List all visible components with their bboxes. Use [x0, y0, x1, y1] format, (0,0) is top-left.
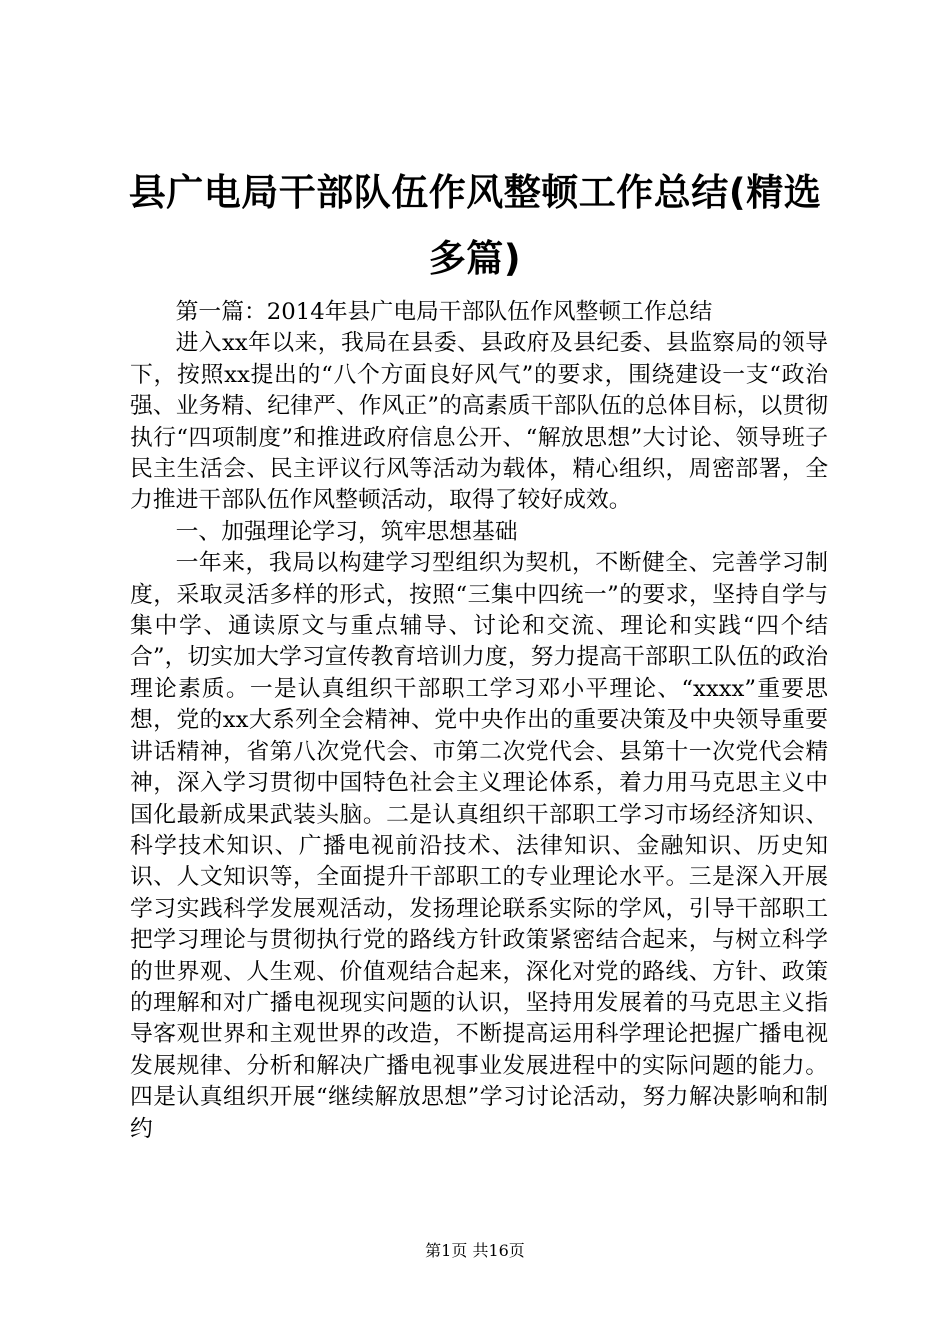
document-title: 县广电局干部队伍作风整顿工作总结(精选多篇): [128, 171, 822, 280]
document-body: [130, 297, 828, 1145]
page-number-footer: 第1页 共16页: [425, 1241, 525, 1260]
body-paragraph: 进入xx年以来，我局在县委、县政府及县纪委、县监察局的领导下，按照xx提出的“八个方面良好风气”的要求，围绕建设一支“政治强、业务精、纪律严、作风正”的高素质干部队伍的总体目标，以贯彻执行“四项制度”和推进政府信息公开、“解放思想”大讨论、领导班子民主生活会、民主评议行风等活动为载体，精心组织，周密部署，全力推进干部队伍作风整顿活动，取得了较好成效。: [130, 330, 828, 514]
subsection-heading: 一、加强理论学习，筑牢思想基础: [175, 518, 518, 545]
body-paragraph: 一年来，我局以构建学习型组织为契机，不断健全、完善学习制度，采取灵活多样的形式，按照“三集中四统一”的要求，坚持自学与集中学、通读原文与重点辅导、讨论和交流、理论和实践“四个结合”，切实加大学习宣传教育培训力度，努力提高干部职工队伍的政治理论素质。一是认真组织干部职工学习邓小平理论、“xxxx”重要思想，党的xx大系列全会精神、党中央作出的重要决策及中央领导重要讲话精神，省第八次党代会、市第二次党代会、县第十一次党代会精神，深入学习贯彻中国特色社会主义理论体系，着力用马克思主义中国化最新成果武装头脑。二是认真组织干部职工学习市场经济知识、科学技术知识、广播电视前沿技术、法律知识、金融知识、历史知识、人文知识等，全面提升干部职工的专业理论水平。三是深入开展学习实践科学发展观活动，发扬理论联系实际的学风，引导干部职工把学习理论与贯彻执行党的路线方针政策紧密结合起来，与树立科学的世界观、人生观、价值观结合起来，深化对党的路线、方针、政策的理解和对广播电视现实问题的认识，坚持用发展着的马克思主义指导客观世界和主观世界的改造，不断提高运用科学理论把握广播电视发展规律、分析和解决广播电视事业发展进程中的实际问题的能力。四是认真组织开展“继续解放思想”学习讨论活动，努力解决影响和制约: [130, 550, 828, 1142]
section-heading: 第一篇：2014年县广电局干部队伍作风整顿工作总结: [175, 299, 713, 325]
